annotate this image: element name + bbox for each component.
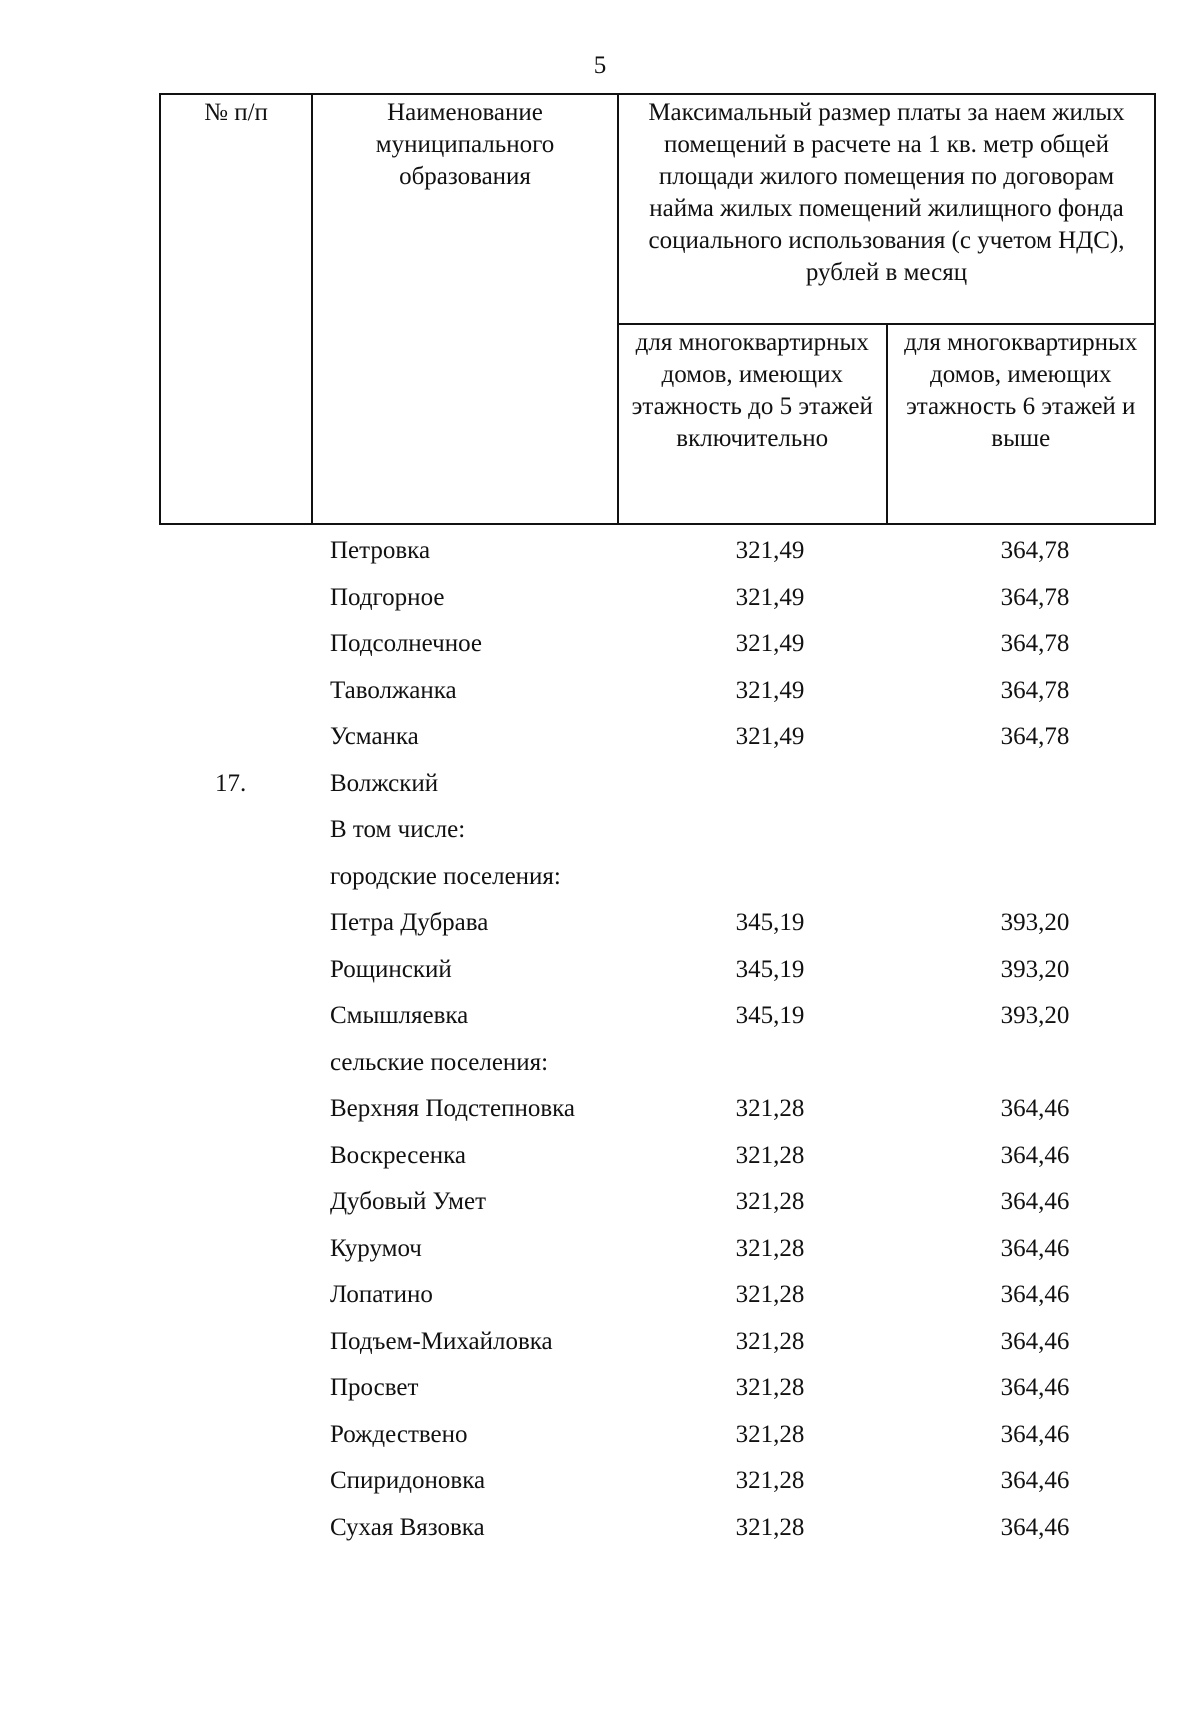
fee-6-floors-and-above: 364,46 (1000, 1467, 1070, 1494)
municipality-name: В том числе: (330, 816, 466, 843)
municipality-name: Курумоч (330, 1234, 422, 1262)
table-row (0, 950, 1200, 997)
fee-6-floors-and-above: 364,46 (1000, 1188, 1070, 1215)
fee-6-floors-and-above: 364,46 (1000, 1234, 1070, 1262)
fee-up-to-5-floors: 321,28 (735, 1188, 805, 1215)
fee-6-floors-and-above: 364,46 (1000, 1327, 1070, 1355)
table-row (0, 996, 1200, 1043)
header-max-fee-column: Максимальный размер платы за наем жилых помещений в расчете на 1 кв. метр общей площади жилого помещения по договорам найма жилых помещений жилищного фонда социального использования (с учетом НДС), рублей в месяц (618, 94, 1155, 324)
municipality-name: городские поселения: (330, 862, 561, 890)
municipality-name: Лопатино (330, 1281, 433, 1308)
table-row (0, 1322, 1200, 1369)
fee-up-to-5-floors: 345,19 (735, 1002, 805, 1029)
table-row (0, 1508, 1200, 1555)
fee-6-floors-and-above: 393,20 (1000, 955, 1070, 983)
fee-6-floors-and-above: 393,20 (1000, 1002, 1070, 1029)
table-row (0, 810, 1200, 857)
table-row (0, 1368, 1200, 1415)
table-row (0, 764, 1200, 811)
table-row (0, 1461, 1200, 1508)
fee-up-to-5-floors: 321,49 (735, 723, 805, 750)
fee-up-to-5-floors: 321,28 (735, 1374, 805, 1401)
header-6-floors-and-above: для многоквартирных домов, имеющих этажность 6 этажей и выше (887, 324, 1156, 524)
header-up-to-5-floors: для многоквартирных домов, имеющих этажность до 5 этажей включительно (618, 324, 887, 524)
table-row (0, 857, 1200, 904)
fee-up-to-5-floors: 345,19 (735, 909, 805, 936)
fee-6-floors-and-above: 364,46 (1000, 1095, 1070, 1122)
municipality-name: Верхняя Подстепновка (330, 1095, 575, 1122)
municipality-name: Подсолнечное (330, 630, 483, 657)
municipality-name: Воскресенка (330, 1141, 466, 1169)
fee-6-floors-and-above: 393,20 (1000, 909, 1070, 936)
table-row (0, 671, 1200, 718)
municipality-name: Рощинский (330, 955, 452, 983)
row-number: 17. (215, 769, 247, 797)
municipality-name: Таволжанка (330, 676, 457, 704)
table-row (0, 1136, 1200, 1183)
fee-up-to-5-floors: 321,28 (735, 1234, 805, 1262)
table-row (0, 903, 1200, 950)
table-row (0, 531, 1200, 578)
table-row (0, 1043, 1200, 1090)
municipality-name: Подгорное (330, 583, 445, 611)
table-row (0, 1415, 1200, 1462)
fee-up-to-5-floors: 321,28 (735, 1141, 805, 1169)
fee-up-to-5-floors: 321,49 (735, 583, 805, 611)
municipality-name: Рождествено (330, 1420, 468, 1448)
municipality-name: Дубовый Умет (330, 1188, 487, 1215)
table-row (0, 1089, 1200, 1136)
municipality-name: Спиридоновка (330, 1467, 486, 1494)
fee-up-to-5-floors: 321,28 (735, 1420, 805, 1448)
header-number-column: № п/п (160, 94, 312, 524)
table-row (0, 1229, 1200, 1276)
fee-up-to-5-floors: 321,49 (735, 676, 805, 704)
municipality-name: Подъем-Михайловка (330, 1327, 553, 1355)
table-row (0, 1182, 1200, 1229)
fee-up-to-5-floors: 321,49 (735, 537, 805, 564)
table-row (0, 578, 1200, 625)
fee-6-floors-and-above: 364,46 (1000, 1281, 1070, 1308)
fee-up-to-5-floors: 321,28 (735, 1327, 805, 1355)
municipality-name: сельские поселения: (330, 1048, 549, 1076)
fee-6-floors-and-above: 364,46 (1000, 1420, 1070, 1448)
fee-up-to-5-floors: 321,28 (735, 1467, 805, 1494)
municipality-name: Петровка (330, 537, 431, 564)
fee-6-floors-and-above: 364,46 (1000, 1374, 1070, 1401)
fee-6-floors-and-above: 364,78 (1000, 537, 1070, 564)
fee-6-floors-and-above: 364,78 (1000, 676, 1070, 704)
page-number: 5 (593, 52, 607, 79)
fee-up-to-5-floors: 321,49 (735, 630, 805, 657)
fee-6-floors-and-above: 364,78 (1000, 630, 1070, 657)
table-body (0, 531, 1200, 1554)
municipality-name: Усманка (330, 723, 419, 750)
fee-up-to-5-floors: 321,28 (735, 1281, 805, 1308)
table-row (0, 1275, 1200, 1322)
fee-6-floors-and-above: 364,78 (1000, 723, 1070, 750)
table-header (159, 93, 1156, 525)
header-name-column: Наименование муниципального образования (312, 94, 618, 524)
fee-up-to-5-floors: 321,28 (735, 1513, 805, 1541)
fee-up-to-5-floors: 321,28 (735, 1095, 805, 1122)
municipality-name: Смышляевка (330, 1002, 469, 1029)
municipality-name: Сухая Вязовка (330, 1513, 485, 1541)
table-row (0, 717, 1200, 764)
municipality-name: Петра Дубрава (330, 909, 489, 936)
fee-6-floors-and-above: 364,78 (1000, 583, 1070, 611)
municipality-name: Волжский (330, 769, 439, 797)
municipality-name: Просвет (330, 1374, 419, 1401)
fee-up-to-5-floors: 345,19 (735, 955, 805, 983)
fee-6-floors-and-above: 364,46 (1000, 1513, 1070, 1541)
fee-6-floors-and-above: 364,46 (1000, 1141, 1070, 1169)
table-row (0, 624, 1200, 671)
